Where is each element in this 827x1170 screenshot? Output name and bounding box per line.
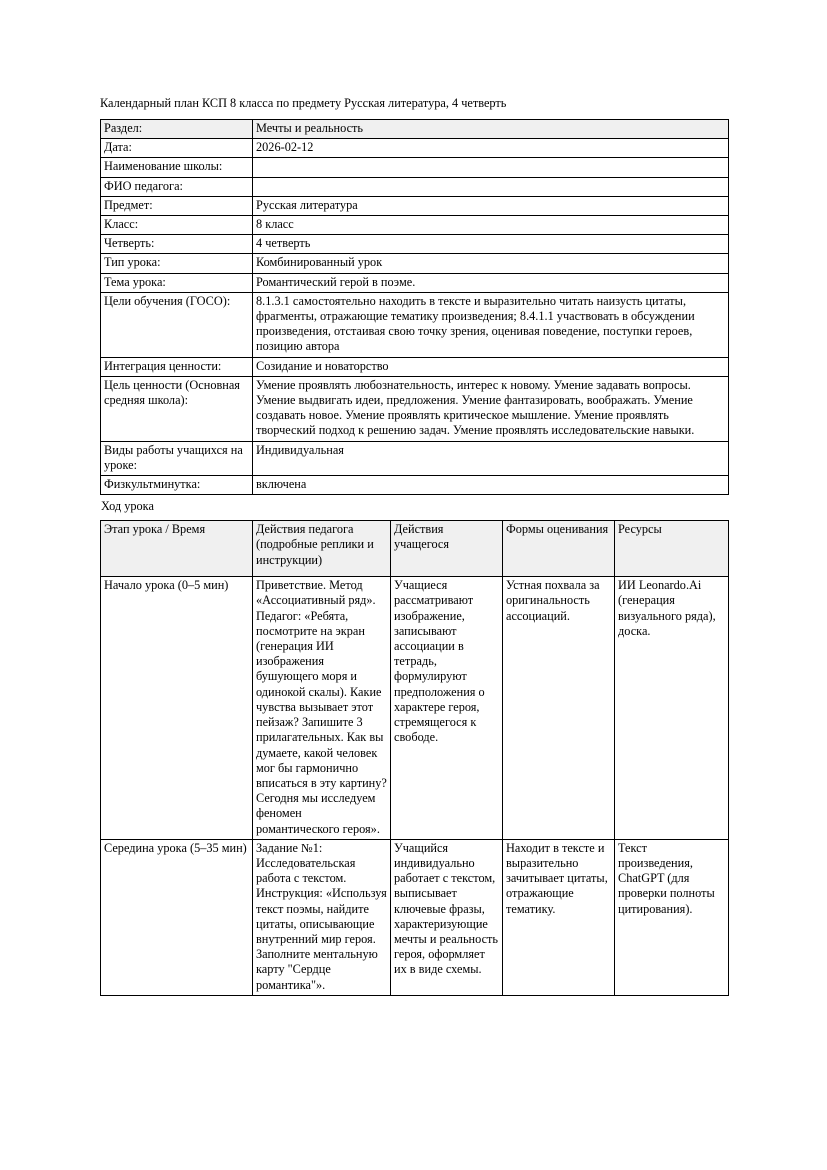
info-value-cell: Мечты и реальность (253, 120, 729, 139)
info-label-cell: Тема урока: (101, 273, 253, 292)
info-label-cell: Класс: (101, 216, 253, 235)
teacher-actions-cell: Задание №1: Исследовательская работа с текстом. Инструкция: «Используя текст поэмы, найдите цитаты, описывающие внутренний мир героя. Заполните ментальную карту "Сердце романтика"». (253, 839, 391, 995)
info-value-cell: включена (253, 476, 729, 495)
student-actions-cell: Учащиеся рассматривают изображение, записывают ассоциации в тетрадь, формулируют предположения о характере героя, стремящегося к свободе. (391, 577, 503, 839)
stage-cell: Середина урока (5–35 мин) (101, 839, 253, 995)
column-header-teacher-actions: Действия педагога (подробные реплики и инструкции) (253, 521, 391, 577)
table-row (101, 292, 729, 357)
resources-cell: ИИ Leonardo.Ai (генерация визуального ряда), доска. (615, 577, 729, 839)
info-label-cell: Виды работы учащихся на уроке: (101, 441, 253, 475)
table-header-row (101, 521, 729, 577)
teacher-actions-cell: Приветствие. Метод «Ассоциативный ряд». Педагог: «Ребята, посмотрите на экран (генерация ИИ изображения бушующего моря и одинокой скалы). Какие чувства вызывает этот пейзаж? Запишите 3 прилагательных. Как вы думаете, какой человек мог бы гармонично вписаться в эту картину? Сегодня мы исследуем феномен романтического героя». (253, 577, 391, 839)
info-value-cell: Русская литература (253, 196, 729, 215)
assessment-cell: Устная похвала за оригинальность ассоциаций. (503, 577, 615, 839)
table-row (101, 357, 729, 376)
lesson-flow-heading: Ход урока (101, 499, 154, 514)
info-label-cell: Цель ценности (Основная средняя школа): (101, 376, 253, 441)
table-row (101, 376, 729, 441)
student-actions-cell: Учащийся индивидуально работает с текстом, выписывает ключевые фразы, характеризующие мечты и реальность героя, оформляет их в виде схемы. (391, 839, 503, 995)
info-label-cell: Тип урока: (101, 254, 253, 273)
info-value-cell: Романтический герой в поэме. (253, 273, 729, 292)
lesson-flow-table (100, 520, 729, 995)
info-value-cell: Умение проявлять любознательность, интерес к новому. Умение задавать вопросы. Умение выдвигать идеи, предложения. Умение фантазировать, воображать. Умение создавать новое. Умение проявлять критическое мышление. Умение проявлять творческий подход к решению задач. Умение проявлять исследовательские навыки. (253, 376, 729, 441)
info-label-cell: Физкультминутка: (101, 476, 253, 495)
column-header-resources: Ресурсы (615, 521, 729, 577)
info-value-cell: Созидание и новаторство (253, 357, 729, 376)
lesson-info-table (100, 119, 729, 495)
table-row (101, 158, 729, 177)
page-title: Календарный план КСП 8 класса по предмету Русская литература, 4 четверть (100, 96, 507, 110)
stage-cell: Начало урока (0–5 мин) (101, 577, 253, 839)
info-label-cell: Предмет: (101, 196, 253, 215)
table-row (101, 273, 729, 292)
table-row (101, 177, 729, 196)
table-row (101, 476, 729, 495)
info-label-cell: ФИО педагога: (101, 177, 253, 196)
info-label-cell: Четверть: (101, 235, 253, 254)
info-value-cell (253, 177, 729, 196)
table-row (101, 235, 729, 254)
table-row (101, 839, 729, 995)
column-header-student-actions: Действия учащегося (391, 521, 503, 577)
lesson-info-table-body (101, 120, 729, 495)
table-row (101, 577, 729, 839)
resources-cell: Текст произведения, ChatGPT (для проверки полноты цитирования). (615, 839, 729, 995)
info-value-cell: Комбинированный урок (253, 254, 729, 273)
column-header-assessment: Формы оценивания (503, 521, 615, 577)
info-label-cell: Цели обучения (ГОСО): (101, 292, 253, 357)
table-row (101, 139, 729, 158)
column-header-stage: Этап урока / Время (101, 521, 253, 577)
lesson-flow-table-body (101, 577, 729, 995)
info-value-cell: 2026-02-12 (253, 139, 729, 158)
table-row (101, 120, 729, 139)
info-label-cell: Раздел: (101, 120, 253, 139)
info-value-cell (253, 158, 729, 177)
info-value-cell: 4 четверть (253, 235, 729, 254)
table-row (101, 216, 729, 235)
table-row (101, 196, 729, 215)
info-label-cell: Дата: (101, 139, 253, 158)
table-row (101, 254, 729, 273)
info-value-cell: Индивидуальная (253, 441, 729, 475)
info-value-cell: 8 класс (253, 216, 729, 235)
info-label-cell: Наименование школы: (101, 158, 253, 177)
lesson-flow-table-header (101, 521, 729, 577)
info-label-cell: Интеграция ценности: (101, 357, 253, 376)
table-row (101, 441, 729, 475)
assessment-cell: Находит в тексте и выразительно зачитывает цитаты, отражающие тематику. (503, 839, 615, 995)
info-value-cell: 8.1.3.1 самостоятельно находить в тексте и выразительно читать наизусть цитаты, фрагменты, отражающие тематику произведения; 8.4.1.1 участвовать в обсуждении произведения, отстаивая свою точку зрения, оценивая поведение, поступки героев, позицию автора (253, 292, 729, 357)
